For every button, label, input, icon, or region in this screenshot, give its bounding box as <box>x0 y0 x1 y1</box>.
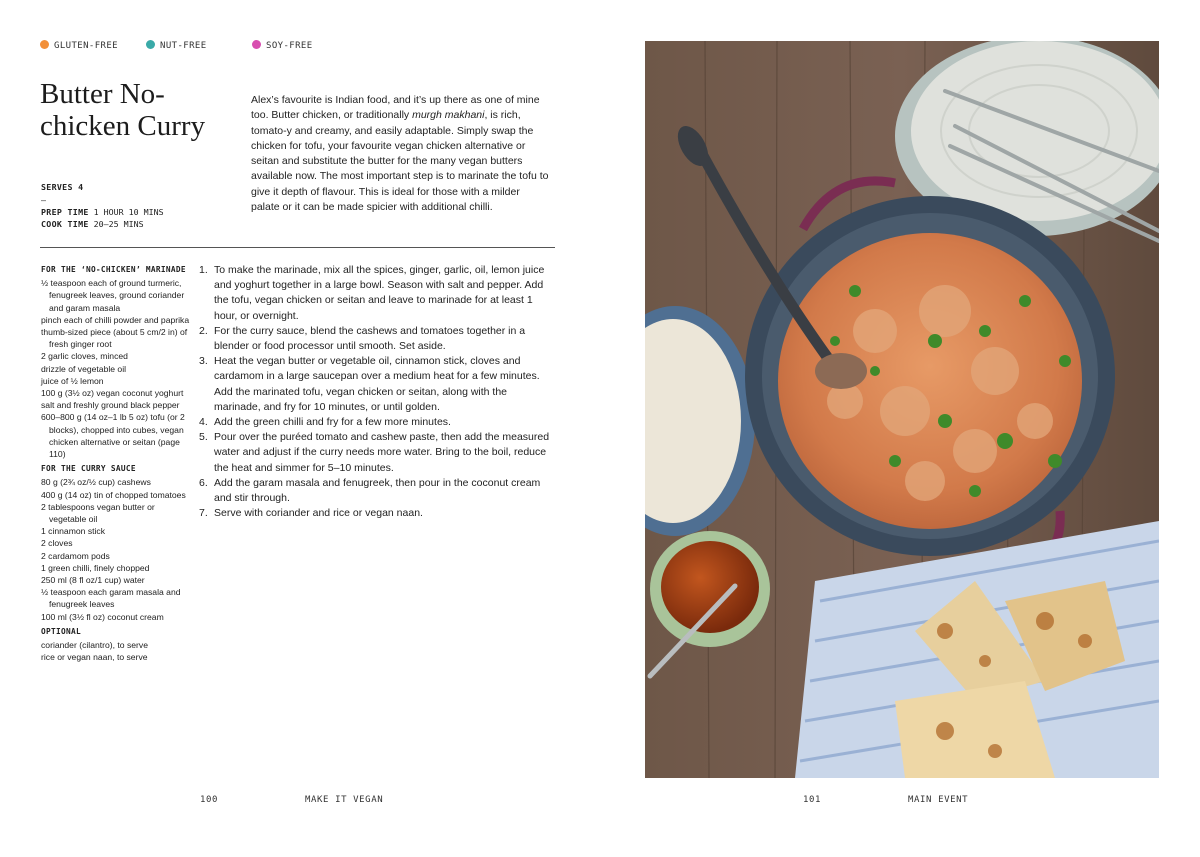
tag-label: SOY-FREE <box>266 41 313 51</box>
ingredients-group-optional <box>41 639 191 663</box>
divider <box>40 247 555 248</box>
step-text: Add the garam masala and fenugreek, then pour in the coconut cream and stir through. <box>214 476 541 505</box>
method-step <box>199 324 554 354</box>
tag-label: GLUTEN-FREE <box>54 41 119 51</box>
ingredient-item: 100 ml (3½ fl oz) coconut cream <box>41 611 164 622</box>
intro-text-continued: , is rich, tomato-y and creamy, and easily adaptable. Simply swap the chicken for tofu, your favourite vegan chicken alternative or seitan and substitute the butter for the many vegan butters available now. The most important step is to marinate the tofu to give it depth of flavour. This is ideal for those with a milder palate or it can be made spicier with additional chilli. <box>251 109 549 214</box>
ingredient-item: 2 tablespoons vegan butter or vegetable oil <box>41 501 155 525</box>
ingredient-item: ½ teaspoon each of ground turmeric, fenugreek leaves, ground coriander and garam masala <box>41 278 185 313</box>
step-text: Serve with coriander and rice or vegan naan. <box>214 507 423 520</box>
ingredients-list <box>41 264 191 664</box>
recipe-title <box>40 78 240 142</box>
ingredient-item: 1 green chilli, finely chopped <box>41 562 150 573</box>
method-step <box>199 430 554 476</box>
step-text: Heat the vegan butter or vegetable oil, cinnamon stick, cloves and cardamom in a large saucepan over a medium heat for a few minutes. Add the marinated tofu, vegan chicken or seitan, along with the marinade, and fry for 10 minutes, or until golden. <box>214 355 540 413</box>
ingredients-heading-optional: OPTIONAL <box>41 626 81 636</box>
method-step <box>199 415 554 430</box>
ingredient-item: 400 g (14 oz) tin of chopped tomatoes <box>41 489 186 500</box>
tag-dot-icon <box>252 40 261 49</box>
title-line-1: Butter No- <box>40 78 165 110</box>
ingredient-item: 100 g (3½ oz) vegan coconut yoghurt <box>41 388 184 399</box>
serves-label: SERVES 4 <box>41 182 84 192</box>
step-number: 4. <box>199 416 208 429</box>
intro-italic: murgh makhani <box>412 109 485 122</box>
step-text: To make the marinade, mix all the spices, ginger, garlic, oil, lemon juice and yoghurt together in a large bowl. Season with salt and pepper. Add the tofu, vegan chicken or seitan and leave to marinade for at least 1 hour, or overnight. <box>214 264 545 322</box>
ingredients-group-marinade <box>41 277 191 460</box>
cook-value: 20–25 MINS <box>93 219 144 229</box>
tag-soy-free <box>252 39 313 53</box>
cook-label: COOK TIME <box>41 219 89 229</box>
step-number: 5. <box>199 431 208 444</box>
ingredient-item: thumb-sized piece (about 5 cm/2 in) of fresh ginger root <box>41 327 188 350</box>
ingredient-item: 1 cinnamon stick <box>41 526 106 537</box>
step-number: 7. <box>199 507 208 520</box>
step-number: 6. <box>199 476 208 489</box>
meta-dash: – <box>41 194 46 205</box>
method-step <box>199 354 554 415</box>
tag-gluten-free <box>40 39 118 53</box>
ingredients-heading-marinade: FOR THE ‘NO-CHICKEN’ MARINADE <box>41 265 186 274</box>
method-step <box>199 263 554 324</box>
ingredient-item: pinch each of chilli powder and paprika <box>41 314 190 325</box>
ingredients-group-sauce <box>41 476 191 622</box>
tag-dot-icon <box>40 40 49 49</box>
step-text: For the curry sauce, blend the cashews and tomatoes together in a blender or food processor until smooth. Set aside. <box>214 324 526 353</box>
ingredient-item: 80 g (2¾ oz/½ cup) cashews <box>41 477 151 488</box>
ingredient-item: coriander (cilantro), to serve <box>41 640 148 651</box>
ingredient-item: juice of ½ lemon <box>41 375 104 386</box>
recipe-meta <box>41 181 164 231</box>
tag-label: NUT-FREE <box>160 41 207 51</box>
ingredient-item: 2 cloves <box>41 538 73 549</box>
cook-time <box>41 218 164 231</box>
ingredient-item: 2 cardamom pods <box>41 550 110 561</box>
method-step <box>199 506 554 521</box>
prep-value: 1 HOUR 10 MINS <box>93 206 164 217</box>
method-step <box>199 476 554 506</box>
ingredient-item: 600–800 g (14 oz–1 lb 5 oz) tofu (or 2 blocks), chopped into cubes, vegan chicken alternative or seitan (page 110) <box>41 412 185 460</box>
ingredient-item: drizzle of vegetable oil <box>41 363 127 374</box>
footer-title-right: MAIN EVENT <box>908 795 969 805</box>
footer-title-left: MAKE IT VEGAN <box>305 795 384 805</box>
ingredients-heading-sauce: FOR THE CURRY SAUCE <box>41 464 136 474</box>
serves <box>41 181 164 194</box>
step-text: Pour over the puréed tomato and cashew paste, then add the measured water and adjust if the curry needs more water. Bring to the boil, reduce the heat and simmer for 5–10 minutes. <box>214 431 550 474</box>
step-number: 1. <box>199 264 208 276</box>
ingredient-item: salt and freshly ground black pepper <box>41 400 180 411</box>
footer-page-number-right: 101 <box>803 795 822 805</box>
ingredient-item: ½ teaspoon each garam masala and fenugreek leaves <box>41 587 181 610</box>
step-text: Add the green chilli and fry for a few more minutes. <box>214 416 451 429</box>
intro-text: Alex’s favourite is Indian food, and it’s up there as one of mine too. Butter chicken, or traditionally <box>251 94 540 122</box>
tag-dot-icon <box>146 40 155 49</box>
prep-label: PREP TIME <box>41 206 89 217</box>
step-number: 2. <box>199 324 208 337</box>
tag-nut-free <box>146 39 207 53</box>
ingredient-item: rice or vegan naan, to serve <box>41 652 148 663</box>
recipe-intro <box>251 93 551 215</box>
food-photo <box>645 41 1159 778</box>
prep-time <box>41 206 164 219</box>
curry-illustration <box>645 41 1159 778</box>
ingredient-item: 2 garlic cloves, minced <box>41 351 128 362</box>
ingredient-item: 250 ml (8 fl oz/1 cup) water <box>41 575 145 586</box>
method-steps <box>199 263 554 521</box>
step-number: 3. <box>199 355 208 368</box>
title-line-2: chicken Curry <box>40 110 206 142</box>
footer-page-number-left: 100 <box>200 795 219 805</box>
